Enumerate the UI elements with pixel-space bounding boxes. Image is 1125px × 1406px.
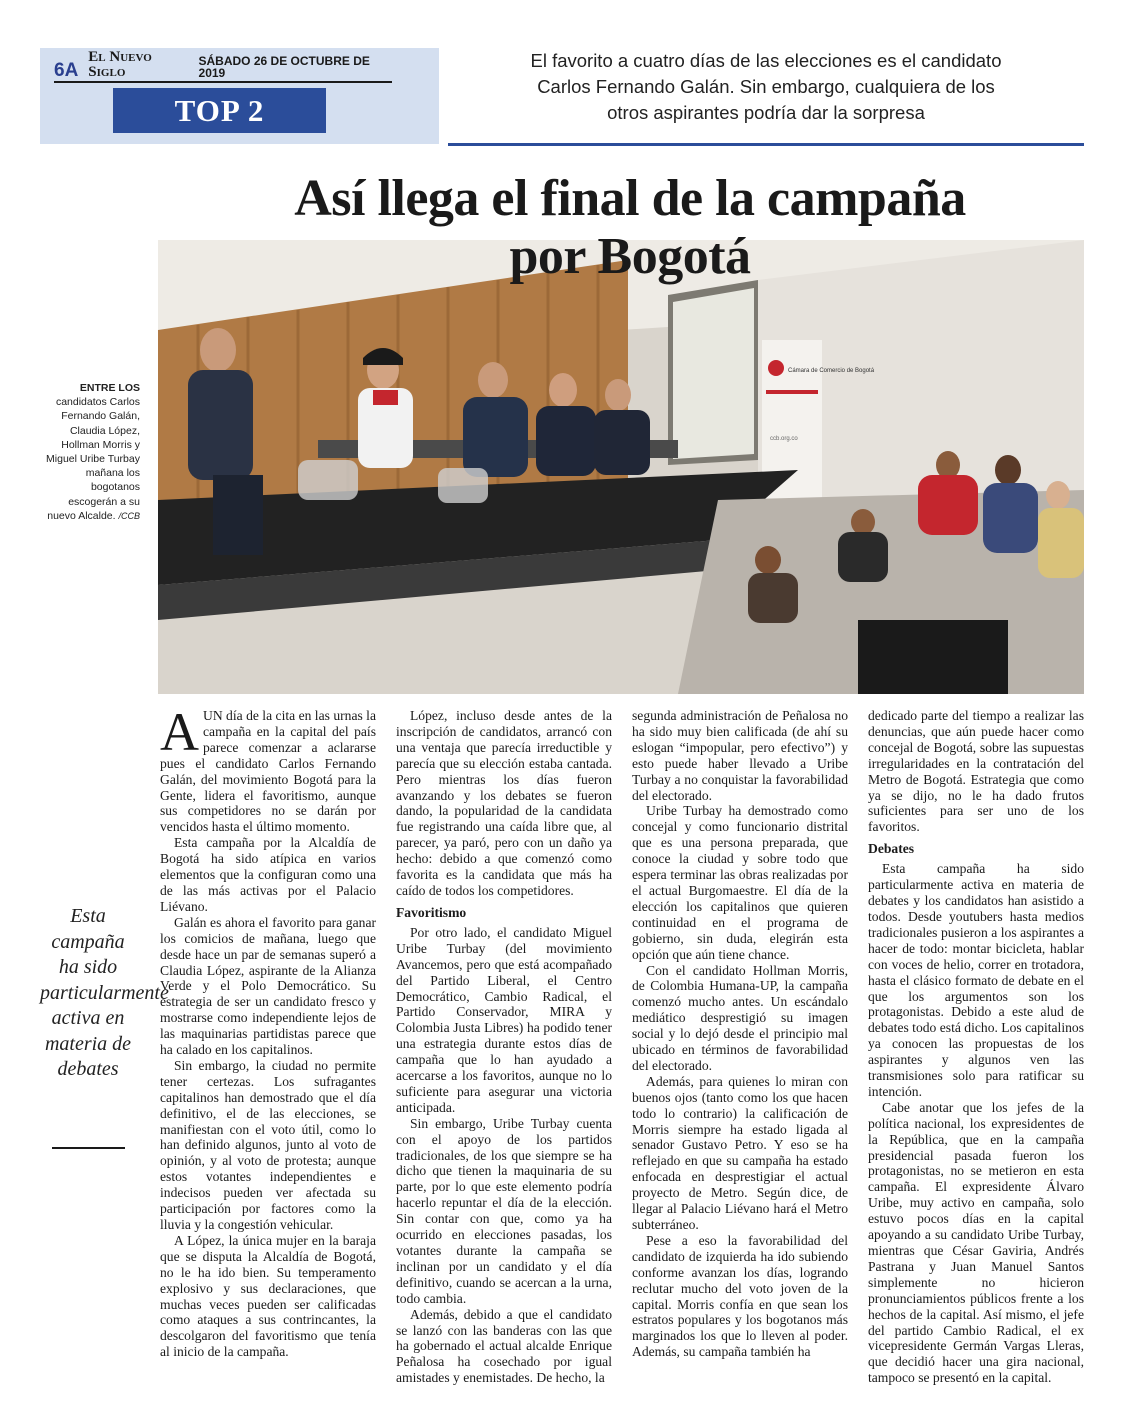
paragraph: segunda administración de Peñalosa no ha sido muy bien calificada (de ahí su eslogan “impopular, pero efectivo”) y esto puede haber llevado a Uribe Turbay a no conquistar la favorabilidad del electorado. [632,708,848,803]
paragraph: Además, debido a que el candidato se lanzó con las banderas con las que ha gobernado el actual alcalde Enrique Peñalosa ha cosechado por igual amistades y enemistades. De hecho, la [396,1306,612,1386]
event-photo-illustration [158,240,1084,694]
paragraph: Galán es ahora el favorito para ganar los comicios de mañana, luego que desde hace un par de semanas superó a Claudia López, aspirante de la Alianza Verde y el Polo Democrático. Su estrategia de ser un candidato fresco y mostrarse como independiente lejos de las maquinarias partidistas parece que ha calado en los capitalinos. [160,914,376,1058]
pull-quote: Esta campaña ha sido particularmente activa en materia de debates [40,905,169,1080]
photo-caption [40,381,140,523]
section-label: TOP 2 [113,88,326,133]
subhead-debates: Debates [868,841,915,857]
paragraph: Pese a eso la favorabilidad del candidato de izquierda ha ido subiendo conforme avanzan los días, logrando reclutar mucho del voto joven de la capital. Morris confía en que sean los estratos populares y los bogotanos más marginados los que lo lleven al poder. Además, su campaña también ha [632,1232,848,1360]
event-photo [158,240,1084,694]
paragraph: Esta campaña por la Alcaldía de Bogotá ha sido atípica en varios elementos que la configuran como una de las más activas por el Palacio Liévano. [160,835,376,914]
newspaper-name: El Nuevo Siglo [88,49,152,80]
paragraph: Por otro lado, el candidato Miguel Uribe Turbay (del movimiento Avancemos, pero que está acompañado del Partido Liberal, el Centro Democrático, Cambio Radical, el Partido Conservador, MIRA y Colombia Justa Libres) ha podido tener una estrategia durante estos días de campaña que lo han ayudado a acercarse a los favoritos, aunque no lo suficiente para asegurar una victoria anticipada. [396,924,612,1115]
page-number: 6A [54,60,79,81]
paragraph: Uribe Turbay ha demostrado como concejal y como funcionario distrital que es una persona preparada, que conoce la ciudad y sobre todo que espera terminar las obras realizadas por el actual Burgomaestre. El día de la elección los capitalinos que quieren continuidad en el programa de gobierno, sin duda, elegirán esta opción que aún tiene chance. [632,803,848,962]
sponsor-text: Cámara de Comercio de Bogotá [788,368,875,374]
paragraph: Sin embargo, la ciudad no permite tener certezas. Los sufragantes capitalinos han demostrado que el día definitivo, el de las elecciones, se manifiestan con el voto útil, como lo han definido algunos, junto al voto de opinión, y al voto de protesta; aunque estos votantes independientes e indecisos pueden ver afectada su participación por factores como la lluvia y la congestión vehicular. [160,1057,376,1232]
article-column-2 [396,708,612,1386]
drop-cap: A [160,702,199,762]
paragraph: A López, la única mujer en la baraja que se disputa la Alcaldía de Bogotá, no le ha ido bien. Su temperamento explosivo y sus declaraciones, que muchas veces pueden ser calificadas como ataques a sus contrincantes, la descolgaron del favoritismo que tenía al inicio de la campaña. [160,1232,376,1360]
pull-quote-rule [52,1147,125,1149]
folio-line [54,49,392,83]
deck-line: Carlos Fernando Galán. Sin embargo, cualquiera de los [537,76,995,97]
article-column-4 [868,708,1084,1386]
paragraph [160,702,376,835]
deck-line: otros aspirantes podría dar la sorpresa [607,102,925,123]
subhead-favoritismo: Favoritismo [396,904,467,920]
article-column-3 [632,708,848,1360]
issue-date: SÁBADO 26 DE OCTUBRE DE 2019 [198,54,370,80]
paragraph: Cabe anotar que los jefes de la política nacional, los expresidentes de la República, que en la campaña presidencial pasada fueron los protagonistas, no se metieron en esta campaña. El expresidente Álvaro Uribe, muy activo en campaña, solo estuvo pocos días en la capital apoyando a su candidato Uribe Turbay, mientras que César Gaviria, Andrés Pastrana y Juan Manuel Santos simplemente no hicieron pronunciamientos públicos frente a los hechos de la capital. Así mismo, el jefe del partido Cambio Radical, el ex vicepresidente Germán Vargas Lleras, que decidió hacer una gira nacional, tampoco se presentó en la capital. [868,1099,1084,1386]
deck-rule [448,143,1084,146]
paragraph: Esta campaña ha sido particularmente activa en materia de debates y los candidatos han asistido a todos. Desde youtubers hasta medios tradicionales pusieron a los aspirantes a hacer de todo: montar bicicleta, hablar con voces de helio, correr en trotadora, hasta el clásico formato de debate en el que los argumentos son los protagonistas. Debido a este alud de debates todo está dicho. Los capitalinos ya conocen las propuestas de los aspirantes y algunos ven las transmisiones solo para ratificar su intención. [868,861,1084,1099]
paragraph: Con el candidato Hollman Morris, de Colombia Humana-UP, la campaña comenzó mucho antes. Un escándalo mediático desprestigió su imagen social y lo dejó desde el principio mal ubicado en términos de favorabilidad del electorado. [632,962,848,1073]
paragraph: Además, para quienes lo miran con buenos ojos (tanto como los que hacen todo lo contrario) la calificación de Morris siempre ha estado ligada al senador Gustavo Petro. Y eso se ha reflejado en que su campaña ha estado enfocada en desprestigiar el actual proyecto de Metro. Según dice, de llegar al Palacio Liévano hará el Metro subterráneo. [632,1073,848,1232]
deck [448,48,1084,126]
article-column-1 [160,702,376,1360]
deck-line: El favorito a cuatro días de las elecciones es el candidato [530,50,1002,71]
paragraph: Sin embargo, Uribe Turbay cuenta con el apoyo de los partidos tradicionales, de los que siempre se ha dicho que tienen la maquinaria de su parte, por lo que este elemento podría hacerlo repuntar el día de la elección. Sin contar con que, como ya ha ocurrido en elecciones pasadas, los votantes durante la campaña se inclinan por un candidato y el día definitivo, cuando se acercan a la urna, todo cambia. [396,1115,612,1306]
caption-lead: ENTRE LOS [79,382,140,394]
photo-credit: /CCB [118,510,140,521]
caption-text: candidatos Carlos Fernando Galán, Claudia López, Hollman Morris y Miguel Uribe Turbay mañana los bogotanos escogerán a su nuevo Alcalde. [46,396,140,522]
headline-line: por Bogotá [509,228,751,285]
headline [160,170,1100,286]
paragraph: dedicado parte del tiempo a realizar las denuncias, que aún puede hacer como concejal de Bogotá, sobre las supuestas irregularidades en la contratación del Metro de Bogotá. Estrategia que como ya se dijo, no le ha dado frutos suficientes para ser uno de los favoritos. [868,708,1084,835]
paragraph-text: UN día de la cita en las urnas la campaña en la capital del país parece comenzar a aclararse pues el candidato Carlos Fernando Galán, del movimiento Bogotá para la Gente, lidera el favoritismo, aunque sus competidores no se darán por vencidos hasta el último momento. [160,708,376,835]
paragraph: López, incluso desde antes de la inscripción de candidatos, arrancó con una ventaja que parecía irreductible y parecía que su elección estaba cantada. Pero mientras los días fueron avanzando y los debates se fueron dando, la popularidad de la candidata fue registrando una caída libre que, al parecer, ya paró, pero con un daño ya hecho: debido a que comenzó como favorita es la candidata que más ha caído de todos los competidores. [396,708,612,898]
headline-line: Así llega el final de la campaña [294,170,966,227]
sponsor-url: ccb.org.co [770,436,798,442]
